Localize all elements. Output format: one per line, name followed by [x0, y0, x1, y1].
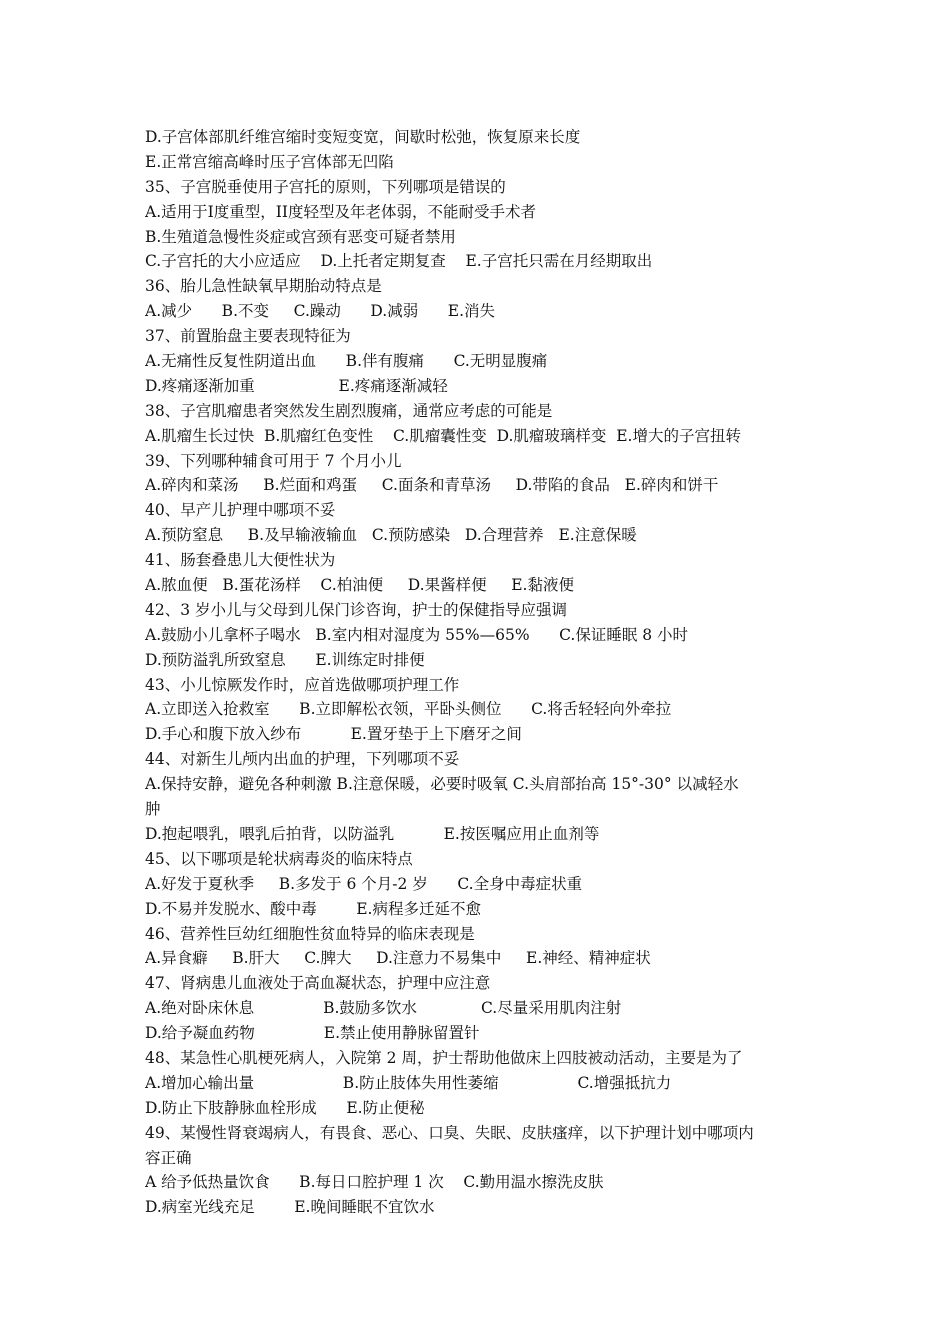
question-stem: 40、早产儿护理中哪项不妥: [145, 501, 336, 520]
text-line: B.生殖道急慢性炎症或宫颈有恶变可疑者禁用: [145, 227, 456, 246]
question-stem: 45、以下哪项是轮状病毒炎的临床特点: [145, 849, 413, 868]
answer-options: D.疼痛逐渐加重 E.疼痛逐渐减轻: [145, 376, 448, 395]
question-stem: 39、下列哪种辅食可用于 7 个月小儿: [145, 451, 402, 470]
question-stem: 46、营养性巨幼红细胞性贫血特异的临床表现是: [145, 924, 475, 943]
question-stem: 47、肾病患儿血液处于高血凝状态，护理中应注意: [145, 974, 491, 993]
answer-options: D.手心和腹下放入纱布 E.置牙垫于上下磨牙之间: [145, 725, 522, 744]
exam-question-text: [145, 125, 825, 1220]
question-stem: 41、肠套叠患儿大便性状为: [145, 551, 336, 570]
answer-options: D.给予凝血药物 E.禁止使用静脉留置针: [145, 1024, 480, 1043]
answer-options: D.预防溢乳所致窒息 E.训练定时排便: [145, 650, 425, 669]
answer-options: A.异食癖 B.肝大 C.脾大 D.注意力不易集中 E.神经、精神症状: [145, 949, 651, 968]
question-stem: 容正确: [145, 1148, 192, 1167]
answer-options: A.脓血便 B.蛋花汤样 C.柏油便 D.果酱样便 E.黏液便: [145, 576, 574, 595]
question-stem: 44、对新生儿颅内出血的护理，下列哪项不妥: [145, 750, 460, 769]
answer-options: A.减少 B.不变 C.躁动 D.减弱 E.消失: [145, 302, 496, 321]
answer-options: A.无痛性反复性阴道出血 B.伴有腹痛 C.无明显腹痛: [145, 352, 548, 371]
answer-options: A 给予低热量饮食 B.每日口腔护理 1 次 C.勤用温水擦洗皮肤: [145, 1173, 604, 1192]
answer-options: D.防止下肢静脉血栓形成 E.防止便秘: [145, 1098, 425, 1117]
answer-options: A.预防窒息 B.及早输液输血 C.预防感染 D.合理营养 E.注意保暖: [145, 526, 637, 545]
answer-options: A.增加心输出量 B.防止肢体失用性萎缩 C.增强抵抗力: [145, 1073, 672, 1092]
text-line: E.正常宫缩高峰时压子宫体部无凹陷: [145, 152, 394, 171]
answer-options: A.好发于夏秋季 B.多发于 6 个月-2 岁 C.全身中毒症状重: [145, 874, 583, 893]
answer-options: D.不易并发脱水、酸中毒 E.病程多迁延不愈: [145, 899, 481, 918]
answer-options: D.病室光线充足 E.晚间睡眠不宜饮水: [145, 1198, 435, 1217]
answer-options: A.立即送入抢救室 B.立即解松衣领，平卧头侧位 C.将舌轻轻向外牵拉: [145, 700, 672, 719]
answer-options: A.肌瘤生长过快 B.肌瘤红色变性 C.肌瘤囊性变 D.肌瘤玻璃样变 E.增大的子宫扭转: [145, 426, 741, 445]
answer-options: 肿: [145, 800, 161, 819]
question-stem: 43、小儿惊厥发作时，应首选做哪项护理工作: [145, 675, 460, 694]
question-stem: 37、前置胎盘主要表现特征为: [145, 327, 351, 346]
question-stem: 35、子宫脱垂使用子宫托的原则，下列哪项是错误的: [145, 177, 506, 196]
question-stem: 49、某慢性肾衰竭病人，有畏食、恶心、口臭、失眠、皮肤瘙痒，以下护理计划中哪项内: [145, 1123, 754, 1142]
answer-options: A.保持安静，避免各种刺激 B.注意保暖，必要时吸氧 C.头肩部抬高 15°-30° 以减轻水: [145, 775, 739, 794]
answer-options: A.碎肉和菜汤 B.烂面和鸡蛋 C.面条和青草汤 D.带陷的食品 E.碎肉和饼干: [145, 476, 719, 495]
text-line: D.子宫体部肌纤维宫缩时变短变宽，间歇时松弛，恢复原来长度: [145, 128, 581, 146]
answer-options: D.抱起喂乳，喂乳后拍背，以防溢乳 E.按医嘱应用止血剂等: [145, 824, 600, 843]
answer-options: A.鼓励小儿拿杯子喝水 B.室内相对湿度为 55%—65% C.保证睡眠 8 小时: [145, 625, 689, 644]
text-line: C.子宫托的大小应适应 D.上托者定期复查 E.子宫托只需在月经期取出: [145, 252, 653, 271]
text-line: A.适用于Ⅰ度重型，II度轻型及年老体弱，不能耐受手术者: [145, 202, 536, 221]
question-stem: 42、3 岁小儿与父母到儿保门诊咨询，护士的保健指导应强调: [145, 600, 568, 619]
question-stem: 48、某急性心肌梗死病人，入院第 2 周，护士帮助他做床上四肢被动活动，主要是为了: [145, 1048, 743, 1067]
question-stem: 38、子宫肌瘤患者突然发生剧烈腹痛，通常应考虑的可能是: [145, 401, 553, 420]
answer-options: A.绝对卧床休息 B.鼓励多饮水 C.尽量采用肌肉注射: [145, 999, 622, 1018]
question-stem: 36、胎儿急性缺氧早期胎动特点是: [145, 277, 382, 296]
